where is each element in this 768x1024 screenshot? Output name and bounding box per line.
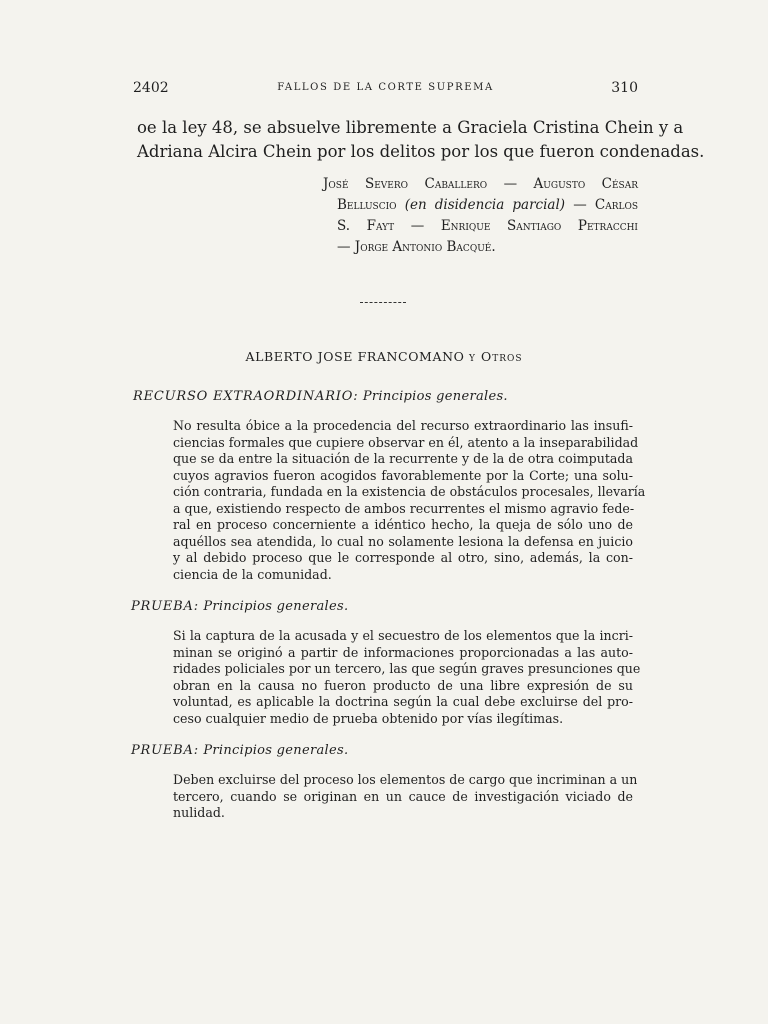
lead-line: oe la ley 48, se absuelve libremente a Graciela Cristina Chein y a	[137, 118, 684, 137]
page-number-right: 310	[611, 80, 638, 96]
summary-line: nulidad.	[173, 805, 225, 820]
page-number-left: 2402	[133, 80, 169, 96]
signer-name: — Carlos	[573, 197, 638, 213]
summary-line: y al debido proceso que le corresponde al otro, sino, además, la con-	[173, 550, 633, 565]
heading-main: PRUEBA:	[131, 743, 199, 758]
summary-line: que se da entre la situación de la recurrente y de la de otra coimputada	[173, 451, 633, 466]
signer-line	[323, 195, 638, 216]
summary-line: minan se originó a partir de informaciones proporcionadas a las auto-	[173, 644, 633, 660]
summary-line: a que, existiendo respecto de ambos recurrentes el mismo agravio fede-	[173, 500, 635, 516]
signer-line: José Severo Caballero — Augusto César	[323, 176, 638, 192]
summary-line: tercero, cuando se originan en un cauce de investigación viciado de	[173, 788, 633, 804]
summary-line: ciencias formales que cupiere observar en él, atento a la inseparabilidad	[173, 434, 639, 450]
summary-line: cuyos agravios fueron acogidos favorablemente por la Corte; una solu-	[173, 467, 633, 483]
signer-line: S. Fayt — Enrique Santiago Petracchi	[337, 218, 638, 234]
summary-paragraph	[173, 418, 646, 583]
summary-paragraph	[173, 772, 638, 822]
summary-line: ridades policiales por un tercero, las que según graves presunciones que	[173, 661, 641, 676]
signer-line: — Jorge Antonio Bacqué.	[337, 239, 496, 255]
section-separator	[360, 302, 406, 303]
summary-line: Deben excluirse del proceso los elementos de cargo que incriminan a un	[173, 772, 638, 787]
lead-line: Adriana Alcira Chein por los delitos por los que fueron condenadas.	[137, 142, 705, 161]
signer-name: Belluscio	[337, 197, 397, 213]
section-heading	[131, 743, 348, 758]
summary-line: No resulta óbice a la procedencia del recurso extraordinario las insufi-	[173, 418, 633, 433]
case-name: ALBERTO JOSE FRANCOMANO	[245, 349, 465, 364]
summary-line: aquéllos sea atendida, lo cual no solamente lesiona la defensa en juicio	[173, 533, 633, 549]
running-title: FALLOS DE LA CORTE SUPREMA	[277, 82, 494, 93]
lead-paragraph	[137, 116, 705, 164]
heading-main: RECURSO EXTRAORDINARIO:	[133, 389, 359, 404]
case-title	[0, 349, 768, 364]
summary-line: Si la captura de la acusada y el secuestro de los elementos que la incri-	[173, 628, 633, 643]
heading-main: PRUEBA:	[131, 599, 199, 614]
dissent-note: (en disidencia parcial)	[404, 197, 566, 213]
summary-line: voluntad, es aplicable la doctrina según la cual debe excluirse del pro-	[173, 694, 633, 709]
page-header	[133, 80, 638, 102]
heading-sub: Principios generales.	[362, 389, 508, 404]
summary-line: obran en la causa no fueron producto de una libre expresión de su	[173, 677, 633, 693]
case-suffix: y Otros	[469, 349, 523, 364]
signers-block	[323, 174, 638, 258]
section-heading	[131, 599, 348, 614]
summary-line: ceso cualquier medio de prueba obtenido por vías ilegítimas.	[173, 710, 564, 726]
summary-paragraph	[173, 628, 641, 727]
summary-line: ción contraria, fundada en la existencia de obstáculos procesales, llevaría	[173, 484, 646, 499]
heading-sub: Principios generales.	[203, 599, 349, 614]
summary-line: ral en proceso concerniente a idéntico hecho, la queja de sólo uno de	[173, 517, 633, 532]
heading-sub: Principios generales.	[203, 743, 349, 758]
summary-line: ciencia de la comunidad.	[173, 566, 332, 582]
section-heading	[133, 389, 508, 404]
